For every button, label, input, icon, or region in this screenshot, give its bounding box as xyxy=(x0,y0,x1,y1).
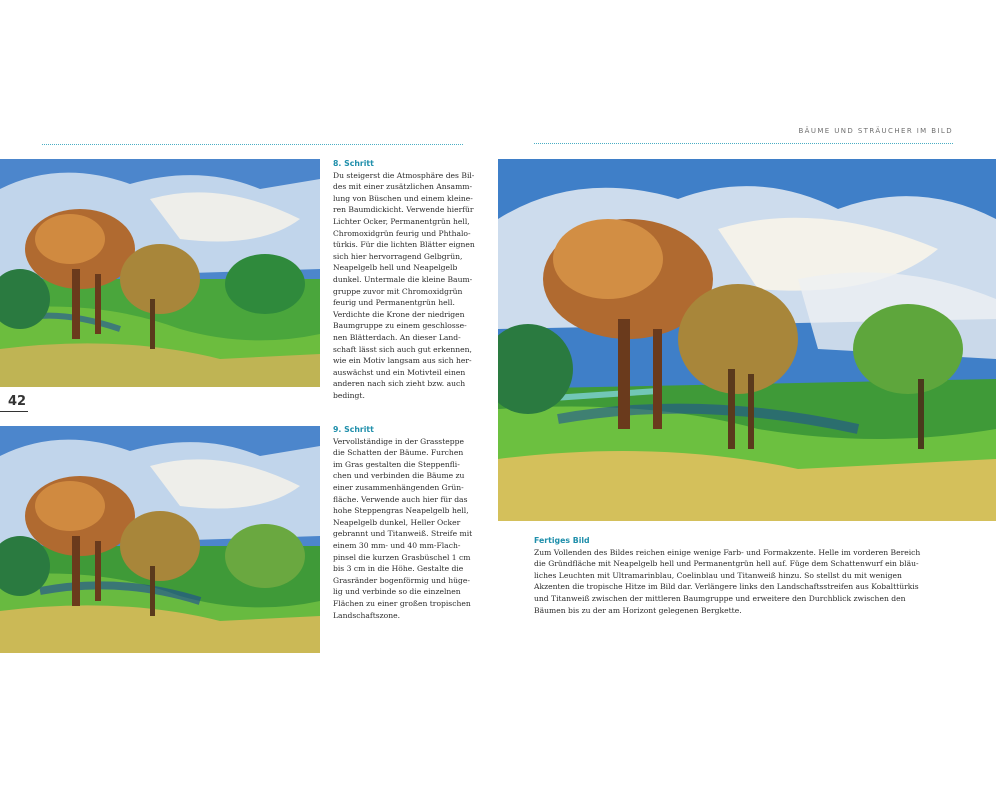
step-9-line: einer zusammenhängenden Grün- xyxy=(333,482,464,492)
step-8-line: schaft lässt sich auch gut erkennen, xyxy=(333,344,472,354)
left-page-rule xyxy=(42,144,463,145)
finished-image-heading: Fertiges Bild xyxy=(534,536,590,545)
painting-finished xyxy=(498,159,996,521)
step-9-line: einem 30 mm- und 40 mm-Flach- xyxy=(333,540,461,550)
step-9-line: Landschaftszone. xyxy=(333,610,401,620)
step-9-heading: 9. Schritt xyxy=(333,425,374,434)
step-8-line: lung von Büschen und einem kleine- xyxy=(333,193,473,203)
step-8-line: Du steigerst die Atmosphäre des Bil- xyxy=(333,170,475,180)
step-8-line: bedingt. xyxy=(333,390,365,400)
step-8-line: ren Baumdickicht. Verwende hierfür xyxy=(333,205,474,215)
step-9-line: Grasränder bogenförmig und hüge- xyxy=(333,575,470,585)
step-9-line: chen und verbinden die Bäume zu xyxy=(333,471,465,481)
step-9-line: Neapelgelb dunkel, Heller Ocker xyxy=(333,517,461,527)
step-8-line: Lichter Ocker, Permanentgrün hell, xyxy=(333,216,470,226)
finished-image-line: liches Leuchten mit Ultramarinblau, Coelinblau und Titanweiß hinzu. So stellst du mit wenigen xyxy=(534,570,902,580)
step-9-line: gebrannt und Titanweiß. Streife mit xyxy=(333,529,473,539)
step-9-line: bis 3 cm in die Höhe. Gestalte die xyxy=(333,564,464,574)
step-8-line: Neapelgelb hell und Neapelgelb xyxy=(333,263,458,273)
page-number-rule xyxy=(0,411,28,412)
step-8-text xyxy=(333,158,483,401)
step-8-heading: 8. Schritt xyxy=(333,159,374,168)
painting-step-9 xyxy=(0,426,320,653)
step-8-line: nen Blätterdach. An dieser Land- xyxy=(333,332,461,342)
page-number: 42 xyxy=(8,394,27,409)
step-8-line: sich hier hervorragend Gelbgrün, xyxy=(333,251,463,261)
finished-image-line: und Titanweiß zwischen der mittleren Baumgruppe und erweitere den Durchblick zwischen den xyxy=(534,593,906,603)
step-8-line: türkis. Für die lichten Blätter eignen xyxy=(333,240,475,250)
step-8-line: feurig und Permanentgrün hell. xyxy=(333,298,455,308)
step-8-line: wie ein Motiv langsam aus sich her- xyxy=(333,356,472,366)
step-9-text xyxy=(333,424,483,621)
step-9-line: pinsel die kurzen Grasbüschel 1 cm xyxy=(333,552,471,562)
step-9-line: im Gras gestalten die Steppenfli- xyxy=(333,459,460,469)
running-head: BÄUME UND STRÄUCHER IM BILD xyxy=(798,127,953,135)
step-8-line: Baumgruppe zu einem geschlosse- xyxy=(333,321,467,331)
step-9-line: fläche. Verwende auch hier für das xyxy=(333,494,468,504)
step-8-line: gruppe zuvor mit Chromoxidgrün xyxy=(333,286,463,296)
finished-image-line: Bäumen bis zu der am Horizont gelegenen Bergkette. xyxy=(534,605,742,615)
finished-image-line: Akzenten die tropische Hitze im Bild dar. Verlängere links den Landschaftsstreifen aus Kobalttürkis xyxy=(534,582,919,592)
step-9-line: die Schatten der Bäume. Furchen xyxy=(333,448,464,458)
step-8-line: dunkel. Untermale die kleine Baum- xyxy=(333,274,473,284)
step-8-line: Verdichte die Krone der niedrigen xyxy=(333,309,465,319)
step-9-line: lig und verbinde so die einzelnen xyxy=(333,587,461,597)
step-8-line: auswächst und ein Motivteil einen xyxy=(333,367,466,377)
step-8-line: Chromoxidgrün feurig und Phthalo- xyxy=(333,228,471,238)
step-9-line: Flächen zu einer großen tropischen xyxy=(333,598,471,608)
finished-image-line: die Gründfläche mit Neapelgelb hell und Permanentgrün hell auf. Füge dem Schattenwurf ein bläu- xyxy=(534,559,919,569)
step-8-line: anderen nach sich zieht bzw. auch xyxy=(333,379,466,389)
finished-image-line: Zum Vollenden des Bildes reichen einige wenige Farb- und Formakzente. Helle im vorderen Bereich xyxy=(534,547,921,557)
step-9-line: Vervollständige in der Grassteppe xyxy=(333,436,464,446)
painting-step-8 xyxy=(0,159,320,387)
right-page-rule xyxy=(534,143,953,144)
step-8-line: des mit einer zusätzlichen Ansamm- xyxy=(333,182,473,192)
finished-image-text xyxy=(534,535,934,616)
step-9-line: hohe Steppengras Neapelgelb hell, xyxy=(333,506,469,516)
